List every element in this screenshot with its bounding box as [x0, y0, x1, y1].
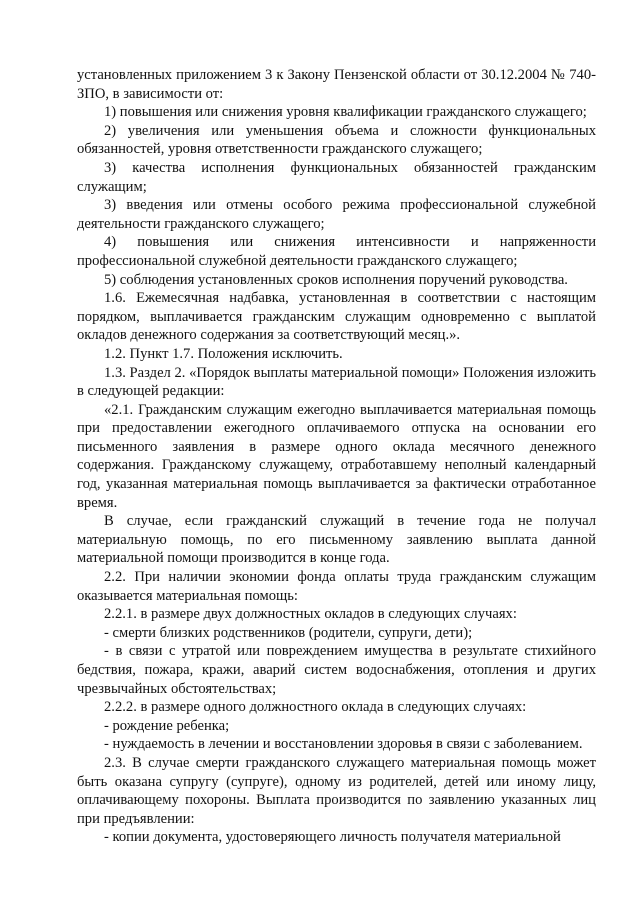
paragraph-2-2-2: 2.2.2. в размере одного должностного оклада в следующих случаях:: [104, 699, 527, 716]
paragraph-bullet-document: - копии документа, удостоверяющего личность получателя материальной: [104, 829, 561, 846]
paragraph-item-2: 2) увеличения или уменьшения объема и сложности функциональных обязанностей, уровня ответственности гражданского служащего;: [77, 122, 596, 158]
paragraph-bullet-property: - в связи с утратой или повреждением имущества в результате стихийного бедствия, пожара, кражи, аварий систем водоснабжения, отопления и других чрезвычайных обстоятельствах;: [77, 643, 596, 697]
paragraph-2-3: 2.3. В случае смерти гражданского служащего материальная помощь может быть оказана супругу (супруге), одному из родителей, детей или иному лицу, оплачивающему похороны. Выплата производится по заявлению указанных лиц при предъявлении:: [77, 754, 596, 827]
paragraph-bullet-death: - смерти близких родственников (родители, супруги, дети);: [104, 624, 473, 641]
paragraph-continuation: установленных приложением 3 к Закону Пензенской области от 30.12.2004 № 740-ЗПО, в зависимости от:: [77, 67, 596, 102]
paragraph-item-3b: 3) введения или отмены особого режима профессиональной служебной деятельности гражданского служащего;: [77, 197, 596, 232]
paragraph-item-5: 5) соблюдения установленных сроков исполнения поручений руководства.: [104, 271, 568, 288]
paragraph-item-3: 3) качества исполнения функциональных обязанностей гражданским служащим;: [77, 159, 596, 195]
paragraph-2-2: 2.2. При наличии экономии фонда оплаты труда гражданским служащим оказывается материальная помощь:: [77, 569, 596, 604]
paragraph-bullet-birth: - рождение ребенка;: [104, 717, 230, 734]
paragraph-bullet-treatment: - нуждаемость в лечении и восстановлении здоровья в связи с заболеванием.: [104, 736, 583, 753]
paragraph-1-6: 1.6. Ежемесячная надбавка, установленная в соответствии с настоящим порядком, выплачивается гражданским служащим одновременно с выплатой окладов денежного содержания за соответствующий месяц.».: [77, 290, 596, 344]
paragraph-item-4: 4) повышения или снижения интенсивности и напряженности профессиональной служебной деятельности гражданского служащего;: [77, 234, 596, 269]
paragraph-1-2: 1.2. Пункт 1.7. Положения исключить.: [104, 345, 343, 362]
paragraph-2-1: «2.1. Гражданским служащим ежегодно выплачивается материальная помощь при предоставлении ежегодного оплачиваемого отпуска на основании его письменного заявления в размере одного оклада месячного денежного содержания. Гражданскому служащему, отработавшему неполный календарный год, указанная материальная помощь выплачивается за фактически отработанное время.: [77, 401, 596, 511]
paragraph-1-3: 1.3. Раздел 2. «Порядок выплаты материальной помощи» Положения изложить в следующей редакции:: [77, 364, 596, 400]
paragraph-item-1: 1) повышения или снижения уровня квалификации гражданского служащего;: [104, 104, 587, 121]
paragraph-2-2-1: 2.2.1. в размере двух должностных окладов в следующих случаях:: [104, 606, 517, 623]
paragraph-2-1-case: В случае, если гражданский служащий в течение года не получал материальную помощь, по его письменному заявлению выплата данной материальной помощи производится в конце года.: [77, 513, 596, 567]
document-body: [77, 66, 596, 847]
